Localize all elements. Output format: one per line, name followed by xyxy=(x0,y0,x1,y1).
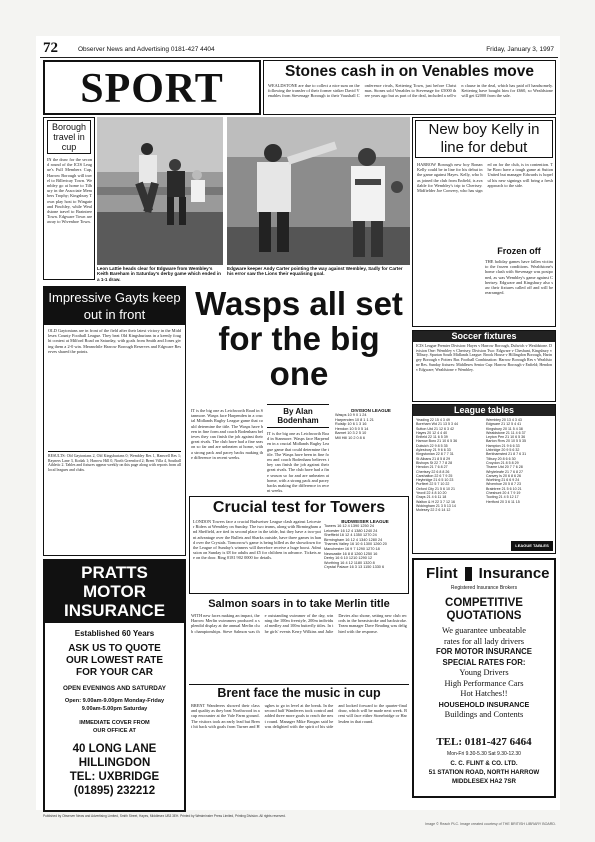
pratts-address-3: TEL: UXBRIDGE xyxy=(69,771,160,783)
salmon-body: WITH new faces making an impact, the Harrow Merlin swimmers produced a splendid display at the annual Merlin club championships. Steve Salmon was the outstanding swimmer of the day, winning the 100m freestyle, 200m individual medley and 100m butterfly titles. In the girls' events Kerry Wilkins and Julie Davies also shone, setting new club records in the breaststroke and backstroke. Team manager Dave Reading was delighted with the response. xyxy=(191,613,407,634)
league-table-cell: Whyteleafe 21 7 6 8 27 xyxy=(486,469,523,474)
flint-brand-1: Flint xyxy=(426,565,458,582)
league-table-cell: Tilbury 20 8 6 6 30 xyxy=(486,456,516,461)
gayts-headline: Impressive Gayts keep out in front xyxy=(44,287,185,325)
league-table-row xyxy=(485,500,527,504)
league-table-cell: Uxbridge 20 9 5 6 32 xyxy=(486,448,520,453)
towers-table-row: Birmingham 16 12 4 1340 1280 24 xyxy=(324,537,383,542)
salmon-headline: Salmon soars in to take Merlin title xyxy=(208,598,390,610)
league-table-cell: Edgware 21 12 5 4 41 xyxy=(486,422,522,427)
towers-body: LONDON Towers face a crucial Budweiser League clash against Leicester Riders at Wembley on Sunday. The two teams, along with Birmingham and Sheffield, are tied in second place in the table, but they have a two-point advantage over the Bullets and Sharks outside, have three games in hand over the Crystals. Tomorrow's game is being billed as the showdown for the League of Sunday's winners will therefore receive a huge boost. Admission on Sunday is £8 for adults and £5 for children in advance. Tickets are on the door. Ring 0181 902 0000 for details. xyxy=(193,519,321,561)
wasps-story xyxy=(189,286,409,494)
wasps-table-row: Barnet 10 3 2 5 10 xyxy=(335,431,367,436)
pratts-cover-1: IMMEDIATE COVER FROM xyxy=(79,720,150,726)
towers-table-row: Crystal Palace 16 3 13 1150 1330 6 xyxy=(324,565,385,570)
flint-address-2: MIDDLESEX HA2 7SR xyxy=(452,778,516,785)
league-table-cell: Hendon 21 7 6 8 27 xyxy=(416,465,448,470)
photo-1-caption: Leon Lattie heads clear for Edgware from Wembley's Keith Bareham in Saturday's derby game which ended in a 1-1 draw. xyxy=(97,266,221,282)
frozen-body: THE holiday games have fallen victim to the frozen conditions. Wealdstone's home clash with Stevenage was postponed, as was Wembley's game against Chertsey. Edgware and Kingsbury also saw their fixtures called off and will be rearranged. xyxy=(485,259,553,296)
flint-hours: Mon-Fri 9.30-5.30 Sat 9.30-12.30 xyxy=(447,751,521,757)
flint-quotations: QUOTATIONS xyxy=(446,610,522,622)
gayts-body: OLD Gaytonians are in front of the field after their latest victory in the Middlesex County Football League. They beat Old Kingsburians in a keenly fought contest at Milford Road on Saturday, with goals from Smith and Jones giving them a 2-0 win. Meanwhile Harrow Borough Reserves and Edgware Reserves shared the points. xyxy=(48,328,181,354)
wasps-table-row: Hendon 10 5 0 5 14 xyxy=(335,426,369,431)
fixtures-title: Soccer fixtures xyxy=(413,331,555,342)
wasps-table-row: Ruislip 10 6 1 3 16 xyxy=(335,422,367,427)
league-table-cell: Thame Utd 20 7 7 6 28 xyxy=(486,465,523,470)
wasps-table-row: Harpenden 10 8 1 1 21 xyxy=(335,417,374,422)
league-table-left-grid xyxy=(415,418,459,513)
pratts-hours-1: Open: 9.00am-9.00pm Monday-Friday xyxy=(64,698,165,704)
wasps-table-row: Mill Hill 10 2 0 8 6 xyxy=(335,435,365,440)
league-tables-title: League tables xyxy=(413,405,555,416)
brent-headline: Brent face the music in cup xyxy=(217,686,381,700)
section-title: SPORT xyxy=(80,66,224,112)
pratts-established: Established 60 Years xyxy=(74,629,155,638)
newspaper-title: Observer News and Advertising 0181-427 4404 xyxy=(78,46,215,53)
fixtures-box xyxy=(412,330,556,402)
league-table-left xyxy=(415,418,483,538)
league-table-cell: Grays 21 4 6 11 18 xyxy=(416,495,447,500)
brent-story xyxy=(189,684,409,810)
wasps-byline: By Alan Bodenham xyxy=(277,407,319,425)
kelly-headline: New boy Kelly in line for debut xyxy=(415,120,553,158)
match-photo-1 xyxy=(97,117,223,265)
pratts-ask-1: ASK US TO QUOTE xyxy=(68,643,161,654)
league-tables-box xyxy=(412,404,556,554)
gayts-story xyxy=(43,286,186,556)
league-table-cell: Braintree 21 5 6 10 21 xyxy=(486,486,522,491)
frozen-headline: Frozen off xyxy=(497,246,541,256)
footer-imprint: Published by Observer News and Advertising Limited, Smith Street, Hayes, Middlesex UB3 3EH. Printed by Westminster Press Limited, Printing Division. All rights reserved. xyxy=(43,814,286,818)
brent-top-rule xyxy=(189,684,409,685)
pratts-title-3: INSURANCE xyxy=(63,601,166,620)
pratts-phone: (01895) 232212 xyxy=(73,785,156,797)
stones-headline: Stones cash in on Venables move xyxy=(285,63,534,80)
league-table-row xyxy=(485,465,527,469)
league-table-cell: Leyton Pen 21 10 6 5 36 xyxy=(486,435,526,440)
wasps-body: IT is the big one as Letchworth Road in Stanmore. Wasps face Harpenden in a crucial Midlands Rugby League game that could determine the title. The Wasps have been in fine form and coach Bodenham believes they can finish the job against their great rivals. The club have had a fine season so far and are unbeaten at home, with a strong pack and pacey backs making the difference in recent weeks. xyxy=(191,408,263,460)
flint-logo xyxy=(418,564,554,584)
league-table-cell: Berkhamsted 21 8 7 6 31 xyxy=(486,452,527,457)
match-photo-2-image xyxy=(227,117,410,265)
flint-ad xyxy=(412,558,556,798)
wasps-headline: Wasps all set for the big one xyxy=(195,285,403,392)
pratts-hours-2: 9.00am-5.00pm Saturday xyxy=(81,706,148,712)
page-number: 72 xyxy=(43,40,58,56)
pratts-ask-3: FOR YOUR CAR xyxy=(75,667,154,678)
photo-2-caption: Edgware keeper Andy Carter pointing the way against Wembley, Sadly for Carter his error saw the Lions their equalising goal. xyxy=(227,266,403,277)
towers-table xyxy=(324,519,406,592)
league-table-cell: Aylesbury 21 9 6 6 33 xyxy=(416,448,451,453)
league-table-cell: Canvey Is 20 6 8 6 26 xyxy=(486,473,521,478)
towers-table-row: Worthing 16 4 12 1180 1320 8 xyxy=(324,560,375,565)
flint-line-7: Hot Hatches!! xyxy=(460,689,508,698)
towers-table-rows xyxy=(324,524,406,570)
flint-line-8: HOUSEHOLD INSURANCE xyxy=(438,699,530,709)
league-table-cell: Yeading 22 15 4 3 49 xyxy=(416,418,450,422)
league-table-cell: Wembley 20 13 4 3 43 xyxy=(486,418,522,422)
pratts-cover-2: OUR OFFICE AT xyxy=(93,728,136,734)
kelly-body: HARROW Borough new boy Ronan Kelly could be in line for his debut in the game against Hayes. Kelly, who has joined the club from Enfield, is available for Wembley's trip to Chertsey. Midfielder Joe Convery, who has signed on for the club, is in contention. The Boro have a tough game at Sutton United but manager Edwards is hopeful his new signings will bring a fresh approach to the side. xyxy=(417,162,553,194)
league-table-cell: Purfleet 22 5 7 10 22 xyxy=(416,482,450,487)
league-table-cell: Barton Rvrs 20 10 5 5 35 xyxy=(486,439,526,444)
flint-line-4: SPECIAL RATES FOR: xyxy=(442,657,526,667)
flint-line-1: We guarantee unbeatable xyxy=(442,626,526,635)
pratts-ask-2: OUR LOWEST RATE xyxy=(65,655,164,666)
league-table-cell: Hampton 21 9 6 6 33 xyxy=(486,443,520,448)
flint-line-9: Buildings and Contents xyxy=(444,710,524,719)
pratts-ad xyxy=(43,559,186,812)
league-table-row xyxy=(415,508,459,512)
league-table-cell: Croydon 21 8 5 8 29 xyxy=(486,460,519,465)
pratts-title-1: PRATTS xyxy=(81,563,148,582)
match-photo-1-image xyxy=(97,117,223,265)
league-table-row xyxy=(415,422,459,426)
league-table-cell: Boreham Wd 21 13 5 3 44 xyxy=(416,422,458,427)
league-table-cell: Harrow Boro 21 10 6 5 36 xyxy=(416,439,458,444)
sport-masthead xyxy=(43,60,261,115)
towers-story xyxy=(189,496,409,594)
league-tables-badge: LEAGUE TABLES xyxy=(511,541,553,551)
league-table-cell: Wivenhoe 20 5 8 7 23 xyxy=(486,482,521,487)
towers-headline: Crucial test for Towers xyxy=(212,499,386,516)
flint-line-6: High Performance Cars xyxy=(444,678,524,688)
wasps-table-title: DIVISION LEAGUE xyxy=(351,408,391,413)
league-table-cell: Heybridge 21 6 5 10 23 xyxy=(416,478,454,483)
towers-table-row: Derby 16 6 10 1210 1290 12 xyxy=(324,556,373,561)
towers-table-row: Sheffield 16 12 4 1350 1270 24 xyxy=(324,533,377,538)
league-table-cell: Wokingham 21 3 5 13 14 xyxy=(416,503,456,508)
towers-table-row: Newcastle 16 8 8 1260 1250 16 xyxy=(324,551,378,556)
league-table-cell: Tooting 21 4 5 12 17 xyxy=(486,495,519,500)
pratts-open: OPEN EVENINGS AND SATURDAY xyxy=(63,685,166,692)
flint-offer xyxy=(414,626,554,721)
flint-company: C. C. FLINT & CO. LTD. xyxy=(450,760,518,767)
wasps-byline-box xyxy=(267,404,329,428)
page-header xyxy=(40,40,558,58)
fixtures-body: ICIS League Premier Division: Hayes v Harrow Borough, Dulwich v Wealdstone. Division One: Wembley v Chertsey. Division Two: Edgware v Cheshunt, Kingsbury v Tilbury. Spartan South Midlands League: Brook House v Hillingdon Borough, Haringey Borough v Potters Bar. Football Combination: Harrow Borough Res v Wealdstone Res. Sunday fixtures: Middlesex Senior Cup: Harrow Borough v Enfield; Hendon v Edgware; Wealdstone v Wembley. xyxy=(416,344,552,372)
pratts-address-2: HILLINGDON xyxy=(78,757,151,769)
borough-headline: Borough travel in cup xyxy=(47,120,91,154)
wasps-table xyxy=(335,408,407,492)
flint-line-5: Young Drivers xyxy=(459,668,509,677)
flint-address-1: 51 STATION ROAD, NORTH HARROW xyxy=(428,769,540,776)
pratts-address-1: 40 LONG LANE xyxy=(72,743,157,755)
league-table-cell: Kingsbury 20 11 5 4 38 xyxy=(486,426,523,431)
towers-table-row: Thames Valley 16 10 6 1300 1260 20 xyxy=(324,542,387,547)
wasps-body-col2: IT is the big one as Letchworth Road in Stanmore. Wasps face Harpenden in a crucial Midlands Rugby League game that could determine the title. The Wasps have been in fine form and coach Bodenham believes they can finish the job against their great rivals. The club have had a fine season so far and are unbeaten at home, with a strong pack and pacey backs making the difference in recent weeks. xyxy=(267,431,329,493)
league-table-cell: Bishops St 22 7 7 8 28 xyxy=(416,460,453,465)
flint-competitive: COMPETITIVE xyxy=(445,597,523,609)
towers-table-row: Towers 16 12 4 1390 1250 24 xyxy=(324,524,375,528)
league-table-cell: Worthing 21 6 6 9 24 xyxy=(486,478,520,483)
flint-tel: TEL: 0181-427 6464 xyxy=(436,736,532,748)
wasps-table-row: Wasps 10 9 0 1 24 xyxy=(335,413,367,417)
flint-logo-mark xyxy=(465,567,472,581)
league-table-cell: St Albans 21 8 5 8 29 xyxy=(416,456,451,461)
flint-tagline: Registered Insurance Brokers xyxy=(450,585,518,591)
salmon-story xyxy=(189,597,409,683)
league-table-cell: Chertsey 22 6 8 8 26 xyxy=(416,469,450,474)
stones-body: WEALDSTONE are due to collect a nice sum on the following the transfer of their former striker David Venables from Stevenage Borough to their Vauxhall Conference rivals, Kettering Town, just before Christmas. Stones sold Venables to Stevenage for £5000 three years ago but as part of the deal, included a sell-on clause in the deal, which has paid off handsomely. Kettering have bought him for £660, so Wealdstone will get £2000 from the sale. xyxy=(268,83,553,99)
league-table-cell: Dulwich 22 9 8 5 35 xyxy=(416,443,448,448)
borough-body: IN the draw for the second round of the ICIS League's Full Members Cup, Harrow Borough will travel to Billericay Town. Wembley go at home to Tilbury in the Associate Members Trophy; Kingsbury Town play host to Wingate and Finchley, while Wealdstone travel to Braintree Town. Edgware Town are away to Wivenhoe Town. xyxy=(47,157,92,225)
flint-brand-2: Insurance xyxy=(478,565,550,582)
footer-credit: Image © Reach PLC. Image created courtesy of THE BRITISH LIBRARY BOARD. xyxy=(425,822,556,826)
league-table-cell: Oxford City 21 5 6 10 21 xyxy=(416,486,455,491)
league-table-cell: Walton & H 22 3 7 12 16 xyxy=(416,499,456,504)
league-table-cell: Hertford 20 3 6 11 15 xyxy=(486,499,520,504)
league-table-cell: Carshalton 22 6 7 9 25 xyxy=(416,473,453,478)
league-table-cell: Hayes 20 12 4 4 40 xyxy=(416,430,448,435)
match-photo-2 xyxy=(227,117,410,265)
league-table-right-grid xyxy=(485,418,527,504)
flint-line-3: FOR MOTOR INSURANCE xyxy=(435,647,533,656)
league-table-cell: Cheshunt 20 4 7 9 19 xyxy=(486,491,521,496)
pratts-title-2: MOTOR xyxy=(83,582,146,601)
league-table-cell: Kingstonian 22 8 7 7 31 xyxy=(416,452,454,457)
borough-story xyxy=(43,117,95,280)
stones-story xyxy=(263,60,556,115)
league-table-cell: Wealdstone 21 11 4 6 37 xyxy=(486,430,526,435)
issue-date: Friday, January 3, 1997 xyxy=(486,46,554,53)
league-table-row xyxy=(485,422,527,426)
pratts-title-block xyxy=(45,561,184,623)
towers-table-row: Manchester 16 9 7 1290 1270 18 xyxy=(324,546,380,551)
league-table-cell: Enfield 22 11 6 5 39 xyxy=(416,435,448,440)
flint-line-2: rates for all lady drivers xyxy=(444,636,524,646)
towers-table-title: BUDWEISER LEAGUE xyxy=(341,519,389,524)
towers-table-row: Leicester 16 12 4 1380 1240 24 xyxy=(324,528,378,533)
gayts-results: RESULTS: Old Gaytonians 2, Old Kingsburians 0; Wembley Res 1, Hanwell Res 1; Rayners Lane 3, Kodak 1; Harrow Hill 0, North Greenford 2; Brent Villa 4, Southall Athletic 2. Tables and fixtures appear weekly on this page along with reports from all local leagues and clubs. xyxy=(48,454,181,472)
league-table-cell: Sutton Utd 21 12 6 3 42 xyxy=(416,426,454,431)
league-table-cell: Yeovil 22 4 8 10 20 xyxy=(416,491,447,496)
league-table-right xyxy=(485,418,553,538)
kelly-story xyxy=(412,117,556,327)
brent-body: BRENT Wanderers showed their class and quality as they beat Northwood in a cup encounter at the Vale Farm ground. The visitors took an early lead but Brent hit back with goals from Turner and Hughes to go in level at the break. In the second half Wanderers took control and added three more goals to reach the next round. Manager Mike Brogan said he was delighted with the spirit of his side and looked forward to the quarter-final draw, which will be made next week. Brent will face either Stonebridge or Harlesden in that round. xyxy=(191,703,407,729)
league-table-cell: Molesey 22 2 6 14 12 xyxy=(416,508,451,513)
gayts-divider xyxy=(48,451,181,452)
wasps-table-rows xyxy=(335,413,407,441)
